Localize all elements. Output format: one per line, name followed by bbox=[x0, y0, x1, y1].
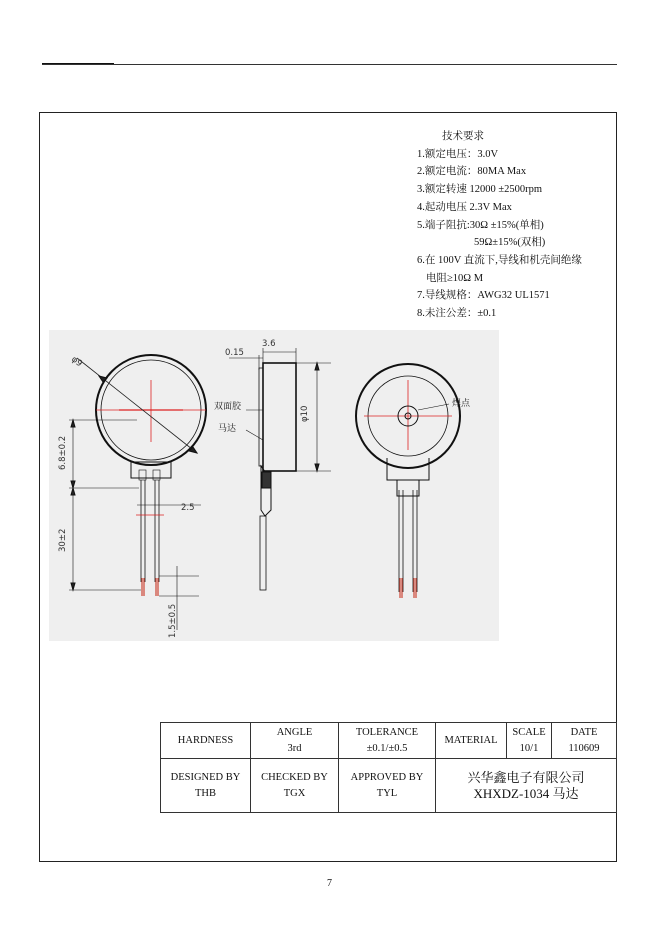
approved-value: TYL bbox=[376, 787, 398, 799]
dim-30: 30±2 bbox=[58, 528, 68, 552]
checked-cell bbox=[251, 759, 339, 813]
dim-3-6: 3.6 bbox=[262, 339, 276, 349]
date-value: 110609 bbox=[568, 742, 600, 754]
label-motor: 马达 bbox=[218, 424, 237, 434]
page-number: 7 bbox=[327, 878, 332, 889]
title-block bbox=[160, 722, 617, 813]
technical-requirements bbox=[417, 128, 582, 323]
company-name: 兴华鑫电子有限公司 bbox=[467, 769, 585, 785]
scale-label: SCALE bbox=[512, 726, 546, 738]
angle-label: ANGLE bbox=[276, 726, 313, 738]
spec-item: 4.起动电压 2.3V Max bbox=[417, 201, 512, 213]
dim-0-15: 0.15 bbox=[225, 348, 244, 358]
spec-item: 1.额定电压：3.0V bbox=[417, 148, 499, 160]
approved-label: APPROVED BY bbox=[350, 771, 424, 783]
dim-2-5: 2.5 bbox=[181, 503, 195, 513]
dim-phi10: φ10 bbox=[300, 405, 310, 422]
spec-item: 电阻≥10Ω M bbox=[426, 272, 484, 284]
date-cell bbox=[552, 723, 617, 759]
drawing-svg bbox=[49, 330, 499, 641]
specs-title: 技术要求 bbox=[442, 131, 484, 142]
company-cell bbox=[436, 759, 617, 813]
spec-item: 2.额定电流：80MA Max bbox=[417, 166, 527, 178]
spec-item: 3.额定转速 12000 ±2500rpm bbox=[417, 184, 543, 196]
tolerance-value: ±0.1/±0.5 bbox=[366, 742, 408, 754]
part-number: XHXDZ-1034 马达 bbox=[473, 785, 579, 801]
spec-item: 6.在 100V 直流下,导线和机壳间绝缘 bbox=[417, 254, 582, 266]
rear-view bbox=[356, 364, 460, 598]
header-rule bbox=[42, 64, 617, 65]
spec-item: 7.导线规格：AWG32 UL1571 bbox=[417, 290, 550, 302]
spec-item: 8.未注公差：±0.1 bbox=[417, 308, 497, 320]
designed-label: DESIGNED BY bbox=[170, 771, 241, 783]
dim-1-5: 1.5±0.5 bbox=[168, 603, 178, 638]
tolerance-label: TOLERANCE bbox=[355, 726, 419, 738]
designed-cell bbox=[161, 759, 251, 813]
side-view bbox=[229, 348, 331, 590]
front-view bbox=[69, 355, 206, 630]
spec-item: 59Ω±15%(双相) bbox=[474, 237, 546, 249]
label-double-sided-tape: 双面胶 bbox=[214, 402, 242, 412]
hardness-label: HARDNESS bbox=[161, 723, 251, 759]
tolerance-cell bbox=[339, 723, 436, 759]
checked-label: CHECKED BY bbox=[261, 771, 328, 783]
scale-value: 10/1 bbox=[519, 742, 539, 754]
material-label: MATERIAL bbox=[436, 723, 507, 759]
designed-value: THB bbox=[195, 787, 216, 799]
scale-cell bbox=[507, 723, 552, 759]
dim-6-8: 6.8±0.2 bbox=[58, 435, 68, 470]
dim-phi9: φ9 bbox=[69, 354, 84, 370]
angle-value: 3rd bbox=[287, 742, 302, 754]
motor-technical-drawing bbox=[49, 330, 499, 641]
checked-value: TGX bbox=[283, 787, 306, 799]
label-solder-point: 焊点 bbox=[452, 399, 471, 409]
date-label: DATE bbox=[570, 726, 598, 738]
angle-cell bbox=[251, 723, 339, 759]
spec-item: 5.端子阻抗:30Ω ±15%(单相) bbox=[417, 219, 544, 231]
approved-cell bbox=[339, 759, 436, 813]
